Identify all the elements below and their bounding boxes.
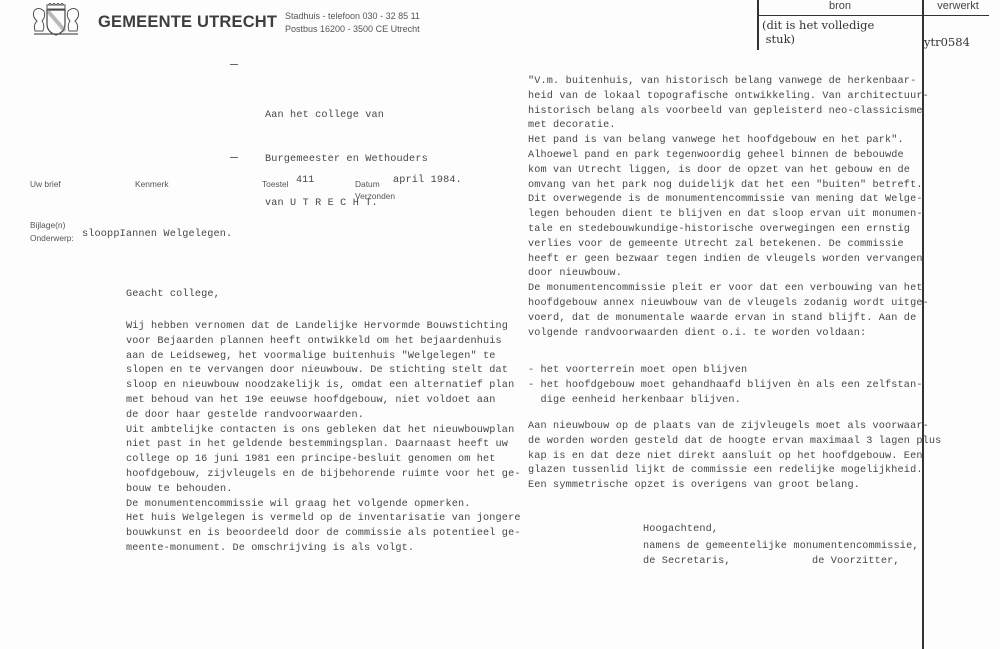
onderwerp-label: Onderwerp: (30, 233, 74, 243)
bron-value (762, 18, 874, 46)
text-line: Wij hebben vernomen dat de Landelijke Hervormde Bouwstichting (126, 321, 509, 332)
text-line: kap is en dat deze niet direkt aansluit op het hoofdgebouw. Een (528, 450, 923, 462)
body-left-paragraphs (126, 320, 521, 557)
text-line: niet past in het geldende bestemmingsplan. Daarnaast heeft uw (126, 439, 509, 451)
datum-label: Datum (355, 179, 380, 189)
verwerkt-header: verwerkt (937, 0, 979, 12)
archive-box-header-rule (757, 15, 989, 16)
text-line: Een symmetrische opzet is overigens van groot belang. (528, 480, 860, 492)
contact-info (285, 10, 420, 36)
text-line: sloop en nieuwbouw noodzakelijk is, omdat een alternatief plan (126, 380, 515, 392)
bron-value-line2: stuk) (762, 32, 796, 46)
bijlagen-label: Bijlage(n) (30, 220, 66, 230)
text-line: dige eenheid herkenbaar blijven. (528, 394, 741, 406)
text-line: voerd, dat de monumentale waarde ervan in stand blijft. Aan de (528, 312, 917, 324)
salutation: Geacht college, (126, 289, 220, 300)
text-line: met behoud van het 19e eeuwse hoofdgebouw, niet voldoet aan (126, 394, 496, 406)
uw-brief-label: Uw brief (30, 179, 61, 189)
text-line: - het hoofdgebouw moet gehandhaafd blijven èn als een zelfstan- (528, 379, 923, 391)
text-line: voor Bejaarden plannen heeft ontwikkeld om het bejaardenhuis (126, 335, 502, 347)
text-line: aan de Leidseweg, het voormalige buitenhuis "Welgelegen" te (126, 350, 496, 362)
text-line: verlies voor de gemeente Utrecht zal betekenen. De commissie (528, 238, 904, 250)
closing-greeting: Hoogachtend, (643, 524, 719, 535)
text-line: De monumentencommissie wil graag het volgende opmerken. (126, 498, 471, 510)
addressee-line: van U T R E C H T. (265, 198, 378, 210)
closing-chair: de Voorzitter, (812, 556, 900, 567)
text-line: Aan nieuwbouw op de plaats van de zijvleugels moet als voorwaar- (528, 421, 929, 432)
text-line: slopen en te vervangen door nieuwbouw. De stichting stelt dat (126, 365, 509, 377)
bron-value-line1: (dit is het volledige (762, 18, 875, 32)
text-line: heid van de lokaal topografische ontwikkeling. Van architectuur- (528, 90, 929, 102)
text-line: legen behouden dient te blijven en dat sloop ervan uit monumen- (528, 209, 923, 221)
datum-value: april 1984. (393, 175, 462, 186)
kenmerk-label: Kenmerk (135, 179, 169, 189)
closing-secretary: de Secretaris, (643, 556, 731, 567)
text-line: bouw te behouden. (126, 483, 233, 495)
text-line: De monumentencommissie pleit er voor dat een verbouwing van het (528, 283, 923, 295)
text-line: volgende randvoorwaarden dient o.i. te worden voldaan: (528, 327, 867, 339)
text-line: Dit overwegende is de monumentencommissie van mening dat Welge- (528, 194, 923, 206)
text-line: de worden worden gesteld dat de hoogte ervan maximaal 3 lagen plus (528, 435, 942, 447)
contact-line-phone: Stadhuis - telefoon 030 - 32 85 11 (285, 11, 420, 21)
text-line: Het pand is van belang vanwege het hoofdgebouw en het park". (528, 135, 904, 147)
text-line: tale en stedebouwkundige-historische overwegingen een ernstig (528, 223, 911, 235)
toestel-value: 411 (296, 175, 315, 186)
bron-header: bron (828, 0, 852, 12)
text-line: hoofdgebouw annex nieuwbouw van de vleugels zodanig wordt uitge- (528, 297, 929, 309)
fold-mark-top (230, 64, 238, 65)
text-line: bouwkunst en is beoordeeld door de commissie als potentieel ge- (126, 528, 521, 540)
verwerkt-value: ytr0584 (924, 35, 970, 49)
body-right-requirements (528, 420, 941, 494)
conditions-list (528, 364, 923, 408)
fold-mark-bottom (230, 157, 238, 158)
addressee-line: Burgemeester en Wethouders (265, 153, 428, 165)
text-line: - het voorterrein moet open blijven (528, 365, 748, 376)
verzonden-label: Verzonden (355, 191, 396, 201)
text-line: Alhoewel pand en park tegenwoordig geheel binnen de bebouwde (528, 149, 904, 161)
onderwerp-value: slooppIannen Welgelegen. (82, 229, 233, 240)
text-line: kom van Utrecht liggen, is door de opzet van het gebouw en de (528, 164, 911, 176)
contact-line-postbus: Postbus 16200 - 3500 CE Utrecht (285, 24, 420, 34)
text-line: met decoratie. (528, 120, 616, 132)
text-line: Uit ambtelijke contacten is ons gebleken dat het nieuwbouwplan (126, 424, 515, 436)
text-line: meente-monument. De omschrijving is als volgt. (126, 542, 415, 554)
text-line: de door haar gestelde randvoorwaarden. (126, 409, 365, 421)
body-right-description (528, 75, 929, 341)
text-line: hoofdgebouw, zijvleugels en de bijbehorende ruimte voor het ge- (126, 468, 521, 480)
text-line: college op 16 juni 1981 een principe-besluit genomen om het (126, 454, 496, 466)
text-line: "V.m. buitenhuis, van historisch belang vanwege de herkenbaar- (528, 76, 917, 87)
addressee-line: Aan het college van (265, 109, 385, 121)
organization-name: GEMEENTE UTRECHT (98, 13, 278, 31)
text-line: omvang van het park nog duidelijk dat het een "buiten" betreft. (528, 179, 923, 191)
text-line: glazen tussenlid lijkt de commissie een redelijke mogelijkheid. (528, 465, 923, 477)
text-line: door nieuwbouw. (528, 268, 622, 280)
text-line: Het huis Welgelegen is vermeld op de inventarisatie van jongere (126, 513, 521, 525)
toestel-label: Toestel (262, 179, 289, 189)
closing-on-behalf: namens de gemeentelijke monumentencommissie, (643, 541, 919, 552)
text-line: heeft er geen bezwaar tegen indien de vleugels worden vervangen (528, 253, 923, 265)
text-line: historisch belang als voorbeeld van gepleisterd neo-classicisme (528, 105, 923, 117)
coat-of-arms-icon (30, 3, 82, 37)
addressee-block (265, 79, 428, 227)
